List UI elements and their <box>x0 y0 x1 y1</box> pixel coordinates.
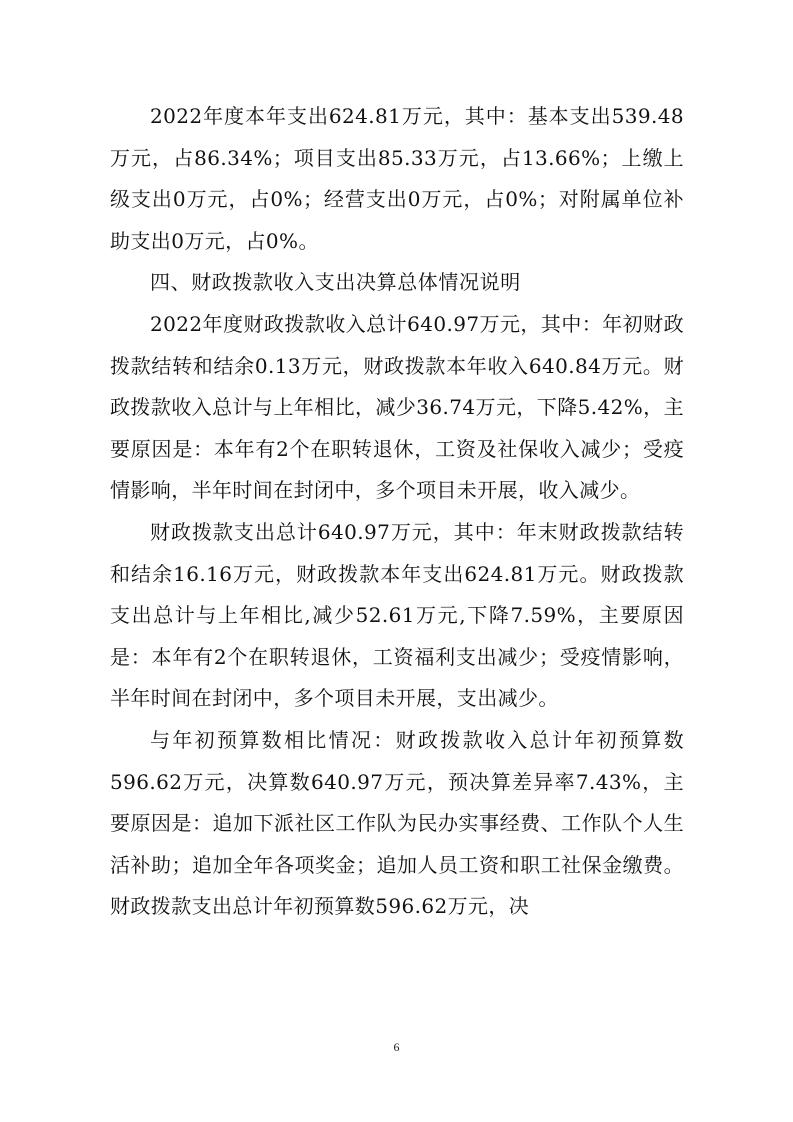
paragraph-fiscal-income: 2022年度财政拨款收入总计640.97万元，其中：年初财政拨款结转和结余0.13万元，财政拨款本年收入640.84万元。财政拨款收入总计与上年相比，减少36.74万元，下降5.42%，主要原因是：本年有2个在职转退休，工资及社保收入减少；受疫情影响，半年时间在封闭中，多个项目未开展，收入减少。 <box>110 311 684 503</box>
document-body <box>110 96 684 928</box>
paragraph-fiscal-expenditure: 财政拨款支出总计640.97万元，其中：年末财政拨款结转和结余16.16万元，财政拨款本年支出624.81万元。财政拨款支出总计与上年相比,减少52.61万元,下降7.59%，主要原因是：本年有2个在职转退休，工资福利支出减少；受疫情影响，半年时间在封闭中，多个项目未开展，支出减少。 <box>110 519 684 711</box>
paragraph-expenditure-summary: 2022年度本年支出624.81万元，其中：基本支出539.48万元，占86.34%；项目支出85.33万元，占13.66%；上缴上级支出0万元，占0%；经营支出0万元，占0%；对附属单位补助支出0万元，占0%。 <box>110 104 684 253</box>
page-number: 6 <box>393 1040 400 1054</box>
paragraph-budget-comparison: 与年初预算数相比情况：财政拨款收入总计年初预算数596.62万元，决算数640.97万元，预决算差异率7.43%，主要原因是：追加下派社区工作队为民办实事经费、工作队个人生活补助；追加全年各项奖金；追加人员工资和职工社保金缴费。财政拨款支出总计年初预算数596.62万元，决 <box>110 727 684 919</box>
section-heading-fiscal-appropriation: 四、财政拨款收入支出决算总体情况说明 <box>150 270 521 295</box>
